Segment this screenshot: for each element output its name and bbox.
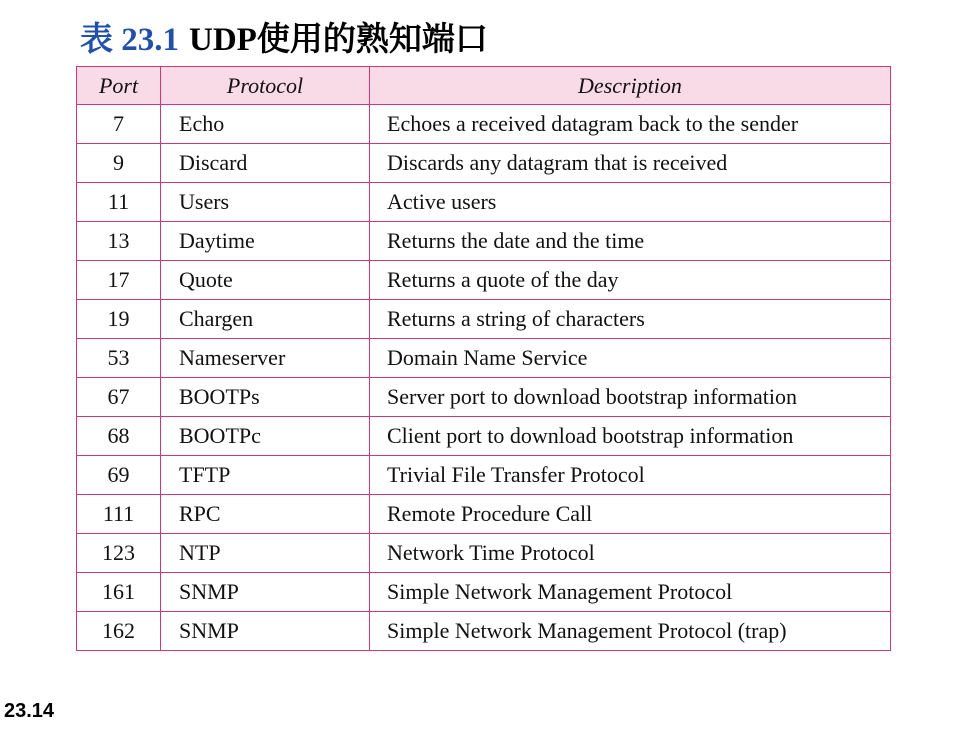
table-row	[77, 534, 891, 573]
description-cell: Echoes a received datagram back to the sender	[370, 105, 891, 144]
protocol-cell: SNMP	[161, 612, 370, 651]
description-cell: Discards any datagram that is received	[370, 144, 891, 183]
table-row	[77, 378, 891, 417]
description-column-header: Description	[370, 67, 891, 105]
description-cell: Returns a string of characters	[370, 300, 891, 339]
port-cell: 53	[77, 339, 161, 378]
port-cell: 17	[77, 261, 161, 300]
table-row	[77, 456, 891, 495]
description-cell: Active users	[370, 183, 891, 222]
port-cell: 9	[77, 144, 161, 183]
protocol-cell: BOOTPs	[161, 378, 370, 417]
table-number: 表 23.1	[80, 22, 179, 58]
table-row	[77, 222, 891, 261]
slide-number: 23.14	[4, 700, 55, 722]
table-row	[77, 183, 891, 222]
protocol-cell: Discard	[161, 144, 370, 183]
protocol-cell: Chargen	[161, 300, 370, 339]
protocol-cell: BOOTPc	[161, 417, 370, 456]
description-cell: Server port to download bootstrap information	[370, 378, 891, 417]
port-cell: 68	[77, 417, 161, 456]
port-cell: 19	[77, 300, 161, 339]
protocol-cell: RPC	[161, 495, 370, 534]
table-row	[77, 261, 891, 300]
description-cell: Client port to download bootstrap information	[370, 417, 891, 456]
description-cell: Remote Procedure Call	[370, 495, 891, 534]
table-row	[77, 612, 891, 651]
port-cell: 123	[77, 534, 161, 573]
description-cell: Network Time Protocol	[370, 534, 891, 573]
table-row	[77, 573, 891, 612]
description-cell: Domain Name Service	[370, 339, 891, 378]
table-row	[77, 300, 891, 339]
protocol-cell: TFTP	[161, 456, 370, 495]
table-caption: UDP使用的熟知端口	[189, 22, 488, 58]
page-title	[80, 16, 488, 64]
port-cell: 69	[77, 456, 161, 495]
description-cell: Returns a quote of the day	[370, 261, 891, 300]
port-cell: 13	[77, 222, 161, 261]
table-row	[77, 495, 891, 534]
port-cell: 67	[77, 378, 161, 417]
port-cell: 7	[77, 105, 161, 144]
protocol-cell: NTP	[161, 534, 370, 573]
table-row	[77, 339, 891, 378]
protocol-cell: Echo	[161, 105, 370, 144]
description-cell: Trivial File Transfer Protocol	[370, 456, 891, 495]
description-cell: Simple Network Management Protocol	[370, 573, 891, 612]
table-row	[77, 144, 891, 183]
table-header-row	[77, 67, 891, 105]
udp-ports-table	[76, 66, 891, 651]
table-row	[77, 105, 891, 144]
port-cell: 162	[77, 612, 161, 651]
protocol-cell: SNMP	[161, 573, 370, 612]
protocol-column-header: Protocol	[161, 67, 370, 105]
port-cell: 111	[77, 495, 161, 534]
description-cell: Returns the date and the time	[370, 222, 891, 261]
protocol-cell: Users	[161, 183, 370, 222]
protocol-cell: Nameserver	[161, 339, 370, 378]
description-cell: Simple Network Management Protocol (trap)	[370, 612, 891, 651]
table-row	[77, 417, 891, 456]
port-cell: 161	[77, 573, 161, 612]
port-column-header: Port	[77, 67, 161, 105]
protocol-cell: Daytime	[161, 222, 370, 261]
protocol-cell: Quote	[161, 261, 370, 300]
port-cell: 11	[77, 183, 161, 222]
